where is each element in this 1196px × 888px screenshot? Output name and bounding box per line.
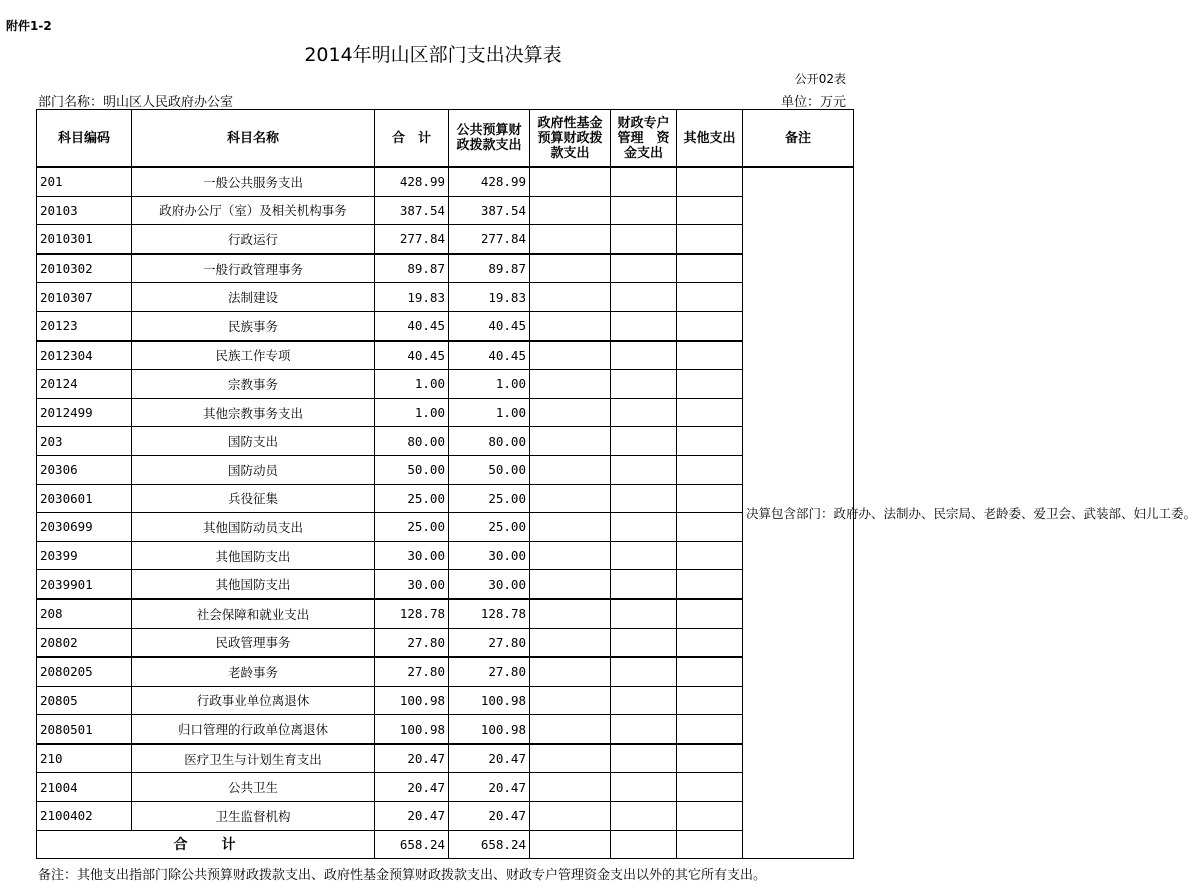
row-other bbox=[677, 484, 743, 513]
row-name: 其他宗教事务支出 bbox=[132, 398, 375, 427]
row-public-budget: 387.54 bbox=[449, 196, 530, 225]
table-row bbox=[37, 802, 854, 831]
row-total: 20.47 bbox=[375, 744, 449, 773]
row-special-account bbox=[611, 484, 677, 513]
row-code: 2039901 bbox=[37, 570, 132, 599]
row-public-budget: 1.00 bbox=[449, 398, 530, 427]
row-special-account bbox=[611, 311, 677, 340]
row-other bbox=[677, 570, 743, 599]
row-public-budget: 80.00 bbox=[449, 427, 530, 456]
row-gov-fund bbox=[530, 398, 611, 427]
row-name: 国防动员 bbox=[132, 455, 375, 484]
row-special-account bbox=[611, 541, 677, 570]
row-public-budget: 30.00 bbox=[449, 570, 530, 599]
row-public-budget: 40.45 bbox=[449, 341, 530, 370]
row-name: 归口管理的行政单位离退休 bbox=[132, 715, 375, 744]
row-gov-fund bbox=[530, 370, 611, 399]
row-total: 100.98 bbox=[375, 715, 449, 744]
row-other bbox=[677, 715, 743, 744]
row-total: 387.54 bbox=[375, 196, 449, 225]
header-special-account: 财政专户管理 资金支出 bbox=[611, 110, 677, 168]
row-total: 1.00 bbox=[375, 398, 449, 427]
row-total: 27.80 bbox=[375, 628, 449, 657]
row-total: 428.99 bbox=[375, 167, 449, 196]
row-total: 30.00 bbox=[375, 570, 449, 599]
row-special-account bbox=[611, 167, 677, 196]
row-gov-fund bbox=[530, 283, 611, 312]
row-code: 2012304 bbox=[37, 341, 132, 370]
row-name: 医疗卫生与计划生育支出 bbox=[132, 744, 375, 773]
row-special-account bbox=[611, 455, 677, 484]
row-code: 20124 bbox=[37, 370, 132, 399]
row-total: 20.47 bbox=[375, 773, 449, 802]
row-name: 其他国防动员支出 bbox=[132, 513, 375, 542]
row-total: 80.00 bbox=[375, 427, 449, 456]
row-gov-fund bbox=[530, 311, 611, 340]
table-header-row bbox=[37, 110, 854, 168]
row-code: 2010302 bbox=[37, 254, 132, 283]
row-name: 民族事务 bbox=[132, 311, 375, 340]
row-special-account bbox=[611, 341, 677, 370]
row-public-budget: 428.99 bbox=[449, 167, 530, 196]
row-special-account bbox=[611, 398, 677, 427]
row-special-account bbox=[611, 283, 677, 312]
attachment-label: 附件1-2 bbox=[6, 19, 52, 33]
row-other bbox=[677, 398, 743, 427]
table-row bbox=[37, 196, 854, 225]
table-row bbox=[37, 513, 854, 542]
row-gov-fund bbox=[530, 427, 611, 456]
row-name: 兵役征集 bbox=[132, 484, 375, 513]
row-code: 2080205 bbox=[37, 657, 132, 686]
row-total: 50.00 bbox=[375, 455, 449, 484]
row-other bbox=[677, 196, 743, 225]
row-other bbox=[677, 686, 743, 715]
row-special-account bbox=[611, 570, 677, 599]
row-gov-fund bbox=[530, 341, 611, 370]
row-special-account bbox=[611, 196, 677, 225]
table-row bbox=[37, 370, 854, 399]
row-gov-fund bbox=[530, 167, 611, 196]
department-name: 部门名称：明山区人民政府办公室 bbox=[38, 95, 234, 110]
row-name: 民政管理事务 bbox=[132, 628, 375, 657]
row-public-budget: 19.83 bbox=[449, 283, 530, 312]
row-gov-fund bbox=[530, 196, 611, 225]
row-special-account bbox=[611, 225, 677, 254]
row-name: 一般公共服务支出 bbox=[132, 167, 375, 196]
row-name: 法制建设 bbox=[132, 283, 375, 312]
table-row bbox=[37, 167, 854, 196]
row-special-account bbox=[611, 254, 677, 283]
total-gov-fund bbox=[530, 830, 611, 859]
row-name: 公共卫生 bbox=[132, 773, 375, 802]
row-name: 卫生监督机构 bbox=[132, 802, 375, 831]
table-row bbox=[37, 657, 854, 686]
row-special-account bbox=[611, 628, 677, 657]
row-gov-fund bbox=[530, 715, 611, 744]
row-public-budget: 40.45 bbox=[449, 311, 530, 340]
table-row bbox=[37, 254, 854, 283]
row-other bbox=[677, 283, 743, 312]
row-other bbox=[677, 225, 743, 254]
table-row bbox=[37, 427, 854, 456]
row-total: 19.83 bbox=[375, 283, 449, 312]
row-public-budget: 50.00 bbox=[449, 455, 530, 484]
row-name: 其他国防支出 bbox=[132, 541, 375, 570]
row-code: 201 bbox=[37, 167, 132, 196]
row-total: 25.00 bbox=[375, 513, 449, 542]
row-public-budget: 1.00 bbox=[449, 370, 530, 399]
row-gov-fund bbox=[530, 599, 611, 628]
row-total: 100.98 bbox=[375, 686, 449, 715]
row-code: 20805 bbox=[37, 686, 132, 715]
row-other bbox=[677, 657, 743, 686]
row-gov-fund bbox=[530, 484, 611, 513]
form-number: 公开02表 bbox=[794, 72, 846, 86]
row-public-budget: 128.78 bbox=[449, 599, 530, 628]
row-public-budget: 30.00 bbox=[449, 541, 530, 570]
row-other bbox=[677, 541, 743, 570]
row-name: 其他国防支出 bbox=[132, 570, 375, 599]
row-code: 2012499 bbox=[37, 398, 132, 427]
table-row bbox=[37, 744, 854, 773]
row-name: 民族工作专项 bbox=[132, 341, 375, 370]
table-row bbox=[37, 283, 854, 312]
row-public-budget: 27.80 bbox=[449, 657, 530, 686]
row-special-account bbox=[611, 370, 677, 399]
row-public-budget: 20.47 bbox=[449, 802, 530, 831]
row-other bbox=[677, 370, 743, 399]
total-label: 合 计 bbox=[37, 830, 375, 859]
row-gov-fund bbox=[530, 513, 611, 542]
row-total: 1.00 bbox=[375, 370, 449, 399]
row-public-budget: 100.98 bbox=[449, 686, 530, 715]
row-name: 国防支出 bbox=[132, 427, 375, 456]
total-amount: 658.24 bbox=[375, 830, 449, 859]
row-other bbox=[677, 427, 743, 456]
row-gov-fund bbox=[530, 455, 611, 484]
row-other bbox=[677, 455, 743, 484]
row-other bbox=[677, 311, 743, 340]
row-code: 2080501 bbox=[37, 715, 132, 744]
header-public-budget: 公共预算财政拨款支出 bbox=[449, 110, 530, 168]
row-other bbox=[677, 744, 743, 773]
row-special-account bbox=[611, 802, 677, 831]
table-row bbox=[37, 455, 854, 484]
row-code: 20103 bbox=[37, 196, 132, 225]
table-row bbox=[37, 686, 854, 715]
row-code: 2100402 bbox=[37, 802, 132, 831]
table-row bbox=[37, 541, 854, 570]
table-row bbox=[37, 715, 854, 744]
row-code: 203 bbox=[37, 427, 132, 456]
row-special-account bbox=[611, 599, 677, 628]
row-public-budget: 25.00 bbox=[449, 513, 530, 542]
row-name: 行政运行 bbox=[132, 225, 375, 254]
row-special-account bbox=[611, 744, 677, 773]
row-total: 128.78 bbox=[375, 599, 449, 628]
header-total: 合 计 bbox=[375, 110, 449, 168]
row-public-budget: 100.98 bbox=[449, 715, 530, 744]
row-other bbox=[677, 628, 743, 657]
table-row bbox=[37, 628, 854, 657]
row-total: 30.00 bbox=[375, 541, 449, 570]
row-gov-fund bbox=[530, 570, 611, 599]
row-code: 20802 bbox=[37, 628, 132, 657]
row-gov-fund bbox=[530, 254, 611, 283]
row-code: 20399 bbox=[37, 541, 132, 570]
row-code: 2030699 bbox=[37, 513, 132, 542]
table-row bbox=[37, 398, 854, 427]
row-total: 40.45 bbox=[375, 341, 449, 370]
row-name: 政府办公厅（室）及相关机构事务 bbox=[132, 196, 375, 225]
total-row bbox=[37, 830, 854, 859]
total-public-budget: 658.24 bbox=[449, 830, 530, 859]
row-gov-fund bbox=[530, 225, 611, 254]
row-other bbox=[677, 802, 743, 831]
row-name: 宗教事务 bbox=[132, 370, 375, 399]
table-row bbox=[37, 570, 854, 599]
header-other: 其他支出 bbox=[677, 110, 743, 168]
row-total: 20.47 bbox=[375, 802, 449, 831]
row-name: 行政事业单位离退休 bbox=[132, 686, 375, 715]
row-code: 2010307 bbox=[37, 283, 132, 312]
row-gov-fund bbox=[530, 744, 611, 773]
row-total: 277.84 bbox=[375, 225, 449, 254]
row-total: 27.80 bbox=[375, 657, 449, 686]
row-gov-fund bbox=[530, 628, 611, 657]
row-gov-fund bbox=[530, 657, 611, 686]
total-special-account bbox=[611, 830, 677, 859]
total-other bbox=[677, 830, 743, 859]
header-code: 科目编码 bbox=[37, 110, 132, 168]
row-code: 20123 bbox=[37, 311, 132, 340]
table-row bbox=[37, 599, 854, 628]
table-row bbox=[37, 484, 854, 513]
row-code: 20306 bbox=[37, 455, 132, 484]
header-name: 科目名称 bbox=[132, 110, 375, 168]
row-name: 老龄事务 bbox=[132, 657, 375, 686]
row-code: 2030601 bbox=[37, 484, 132, 513]
page-title: 2014年明山区部门支出决算表 bbox=[304, 44, 562, 66]
table-row bbox=[37, 311, 854, 340]
expenditure-table bbox=[36, 109, 1196, 859]
header-gov-fund: 政府性基金预算财政拨款支出 bbox=[530, 110, 611, 168]
row-code: 208 bbox=[37, 599, 132, 628]
row-special-account bbox=[611, 513, 677, 542]
row-code: 21004 bbox=[37, 773, 132, 802]
row-total: 25.00 bbox=[375, 484, 449, 513]
footnote: 备注：其他支出指部门除公共预算财政拨款支出、政府性基金预算财政拨款支出、财政专户管理资金支出以外的其它所有支出。 bbox=[38, 868, 767, 883]
table-row bbox=[37, 773, 854, 802]
row-other bbox=[677, 513, 743, 542]
row-name: 社会保障和就业支出 bbox=[132, 599, 375, 628]
row-gov-fund bbox=[530, 541, 611, 570]
row-code: 2010301 bbox=[37, 225, 132, 254]
row-total: 40.45 bbox=[375, 311, 449, 340]
row-public-budget: 20.47 bbox=[449, 744, 530, 773]
row-public-budget: 277.84 bbox=[449, 225, 530, 254]
row-other bbox=[677, 341, 743, 370]
row-special-account bbox=[611, 773, 677, 802]
table-row bbox=[37, 341, 854, 370]
header-note: 备注 bbox=[743, 110, 854, 168]
row-code: 210 bbox=[37, 744, 132, 773]
note-cell: 决算包含部门：政府办、法制办、民宗局、老龄委、爱卫会、武装部、妇儿工委。 bbox=[743, 167, 854, 859]
table-row bbox=[37, 225, 854, 254]
row-other bbox=[677, 254, 743, 283]
row-gov-fund bbox=[530, 802, 611, 831]
unit-label: 单位：万元 bbox=[780, 95, 846, 110]
row-public-budget: 27.80 bbox=[449, 628, 530, 657]
row-special-account bbox=[611, 657, 677, 686]
row-gov-fund bbox=[530, 773, 611, 802]
table-body bbox=[37, 167, 1196, 859]
row-public-budget: 25.00 bbox=[449, 484, 530, 513]
row-gov-fund bbox=[530, 686, 611, 715]
row-total: 89.87 bbox=[375, 254, 449, 283]
row-name: 一般行政管理事务 bbox=[132, 254, 375, 283]
row-other bbox=[677, 167, 743, 196]
row-other bbox=[677, 773, 743, 802]
row-special-account bbox=[611, 427, 677, 456]
row-other bbox=[677, 599, 743, 628]
row-public-budget: 20.47 bbox=[449, 773, 530, 802]
row-special-account bbox=[611, 686, 677, 715]
row-public-budget: 89.87 bbox=[449, 254, 530, 283]
row-special-account bbox=[611, 715, 677, 744]
